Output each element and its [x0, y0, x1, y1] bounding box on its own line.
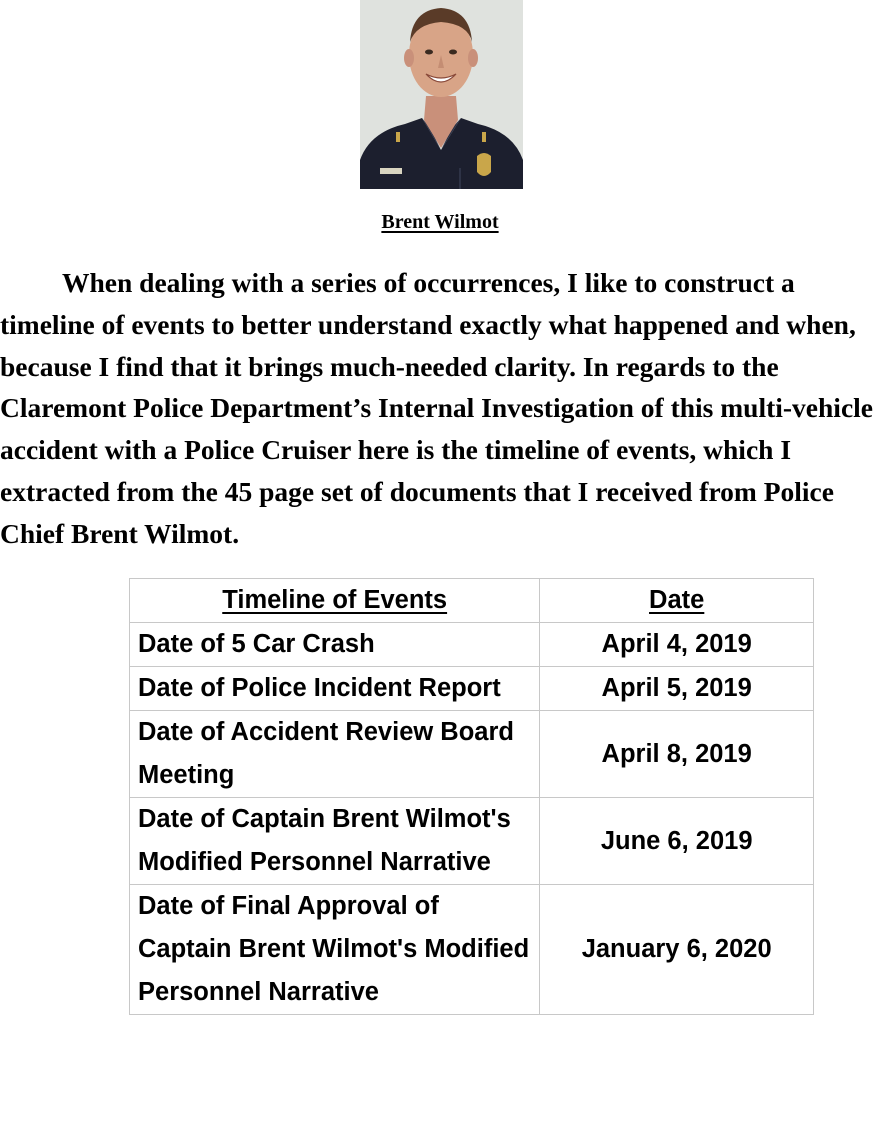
header-date: Date	[540, 579, 814, 623]
body-paragraph: When dealing with a series of occurrences, I like to construct a timeline of events to better understand exactly what happened and when, because I find that it brings much-needed clarity. In regards to the Claremont Police Department’s Internal Investigation of this multi-vehicle accident with a Police Cruiser here is the timeline of events, which I extracted from the 45 page set of documents that I received from Police Chief Brent Wilmot.	[0, 267, 874, 549]
table-row	[130, 798, 814, 885]
event-cell: Date of Captain Brent Wilmot's Modified Personnel Narrative	[130, 798, 540, 885]
date-cell: April 4, 2019	[540, 623, 814, 667]
event-cell: Date of 5 Car Crash	[130, 623, 540, 667]
event-cell: Date of Accident Review Board Meeting	[130, 711, 540, 798]
badge-icon	[477, 153, 491, 176]
date-cell: April 5, 2019	[540, 667, 814, 711]
event-cell: Date of Police Incident Report	[130, 667, 540, 711]
table-row	[130, 667, 814, 711]
header-timeline-of-events: Timeline of Events	[130, 579, 540, 623]
date-cell: June 6, 2019	[540, 798, 814, 885]
table-row	[130, 623, 814, 667]
table-row	[130, 885, 814, 1015]
date-cell: April 8, 2019	[540, 711, 814, 798]
officer-portrait-image	[360, 0, 523, 189]
timeline-table	[129, 578, 814, 1015]
table-header-row	[130, 579, 814, 623]
date-cell: January 6, 2020	[540, 885, 814, 1015]
event-cell: Date of Final Approval of Captain Brent Wilmot's Modified Personnel Narrative	[130, 885, 540, 1015]
photo-caption: Brent Wilmot	[381, 211, 499, 233]
officer-portrait-photo	[360, 0, 523, 189]
table-row	[130, 711, 814, 798]
